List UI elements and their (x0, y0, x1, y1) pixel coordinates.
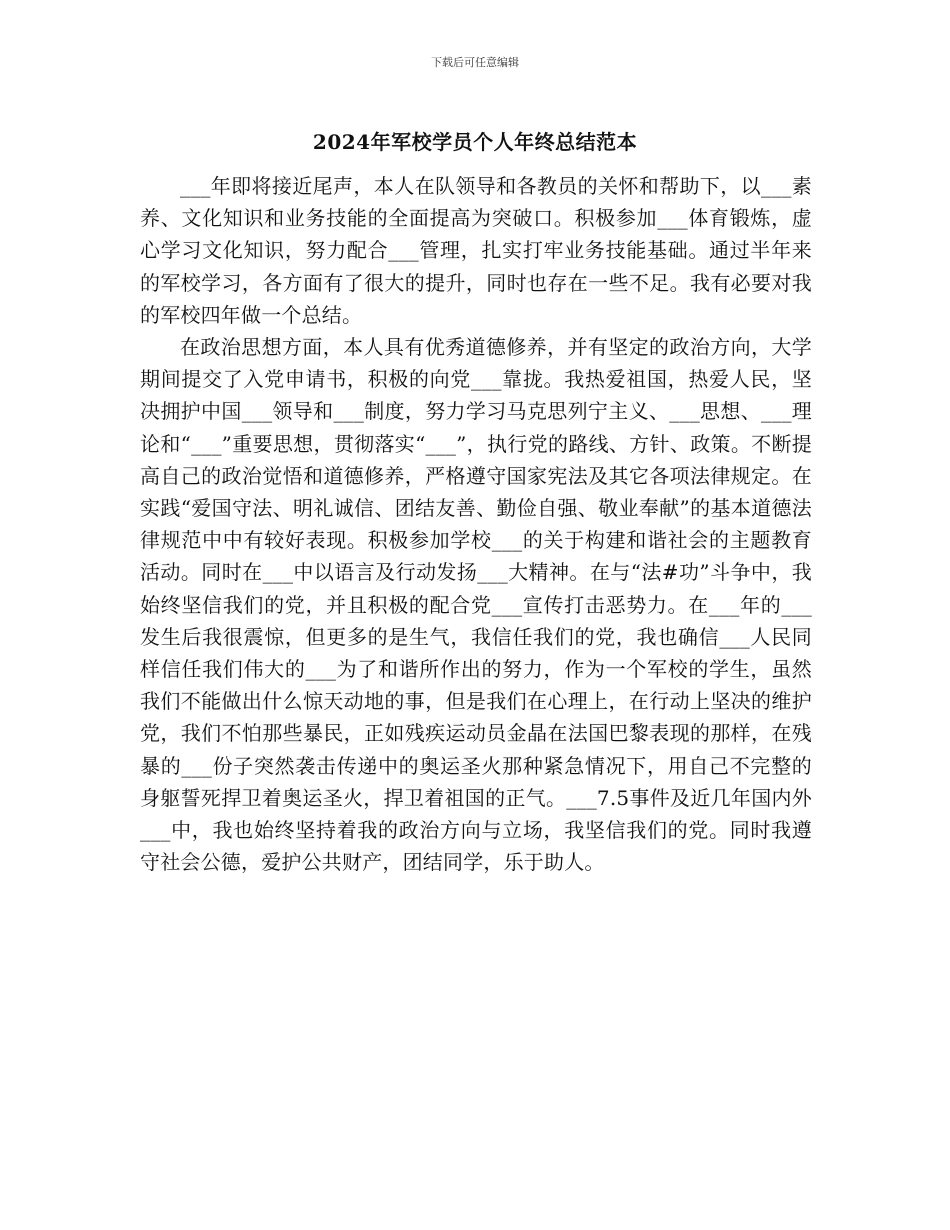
document-title: 2024年军校学员个人年终总结范本 (312, 130, 638, 154)
paragraph-political-thought: 在政治思想方面，本人具有优秀道德修养，并有坚定的政治方向，大学期间提交了入党申请书，积极的向党___靠拢。我热爱祖国，热爱人民，坚决拥护中国___领导和___制度，努力学习马克思列宁主义、___思想、___理论和“___”重要思想，贯彻落实“___”，执行党的路线、方针、政策。不断提高自己的政治觉悟和道德修养，严格遵守国家宪法及其它各项法律规定。在实践“爱国守法、明礼诚信、团结友善、勤俭自强、敬业奉献”的基本道德法律规范中中有较好表现。积极参加学校___的关于构建和谐社会的主题教育活动。同时在___中以语言及行动发扬___大精神。在与“法#功”斗争中，我始终坚信我们的党，并且积极的配合党___宣传打击恶势力。在___年的___发生后我很震惊，但更多的是生气，我信任我们的党，我也确信___人民同样信任我们伟大的___为了和谐所作出的努力，作为一个军校的学生，虽然我们不能做出什么惊天动地的事，但是我们在心理上，在行动上坚决的维护党，我们不怕那些暴民，正如残疾运动员金晶在法国巴黎表现的那样，在残暴的___份子突然袭击传递中的奥运圣火那种紧急情况下，用自己不完整的身躯誓死捍卫着奥运圣火，捍卫着祖国的正气。___7.5事件及近几年国内外___中，我也始终坚持着我的政治方向与立场，我坚信我们的党。同时我遵守社会公德，爱护公共财产，团结同学，乐于助人。 (140, 335, 812, 875)
header-note: 下载后可任意编辑 (431, 56, 519, 69)
paragraph-intro: ___年即将接近尾声，本人在队领导和各教员的关怀和帮助下，以___素养、文化知识和业务技能的全面提高为突破口。积极参加___体育锻炼，虚心学习文化知识，努力配合___管理，扎实打牢业务技能基础。通过半年来的军校学习，各方面有了很大的提升，同时也存在一些不足。我有必要对我的军校四年做一个总结。 (140, 174, 812, 327)
document-body (140, 170, 812, 878)
